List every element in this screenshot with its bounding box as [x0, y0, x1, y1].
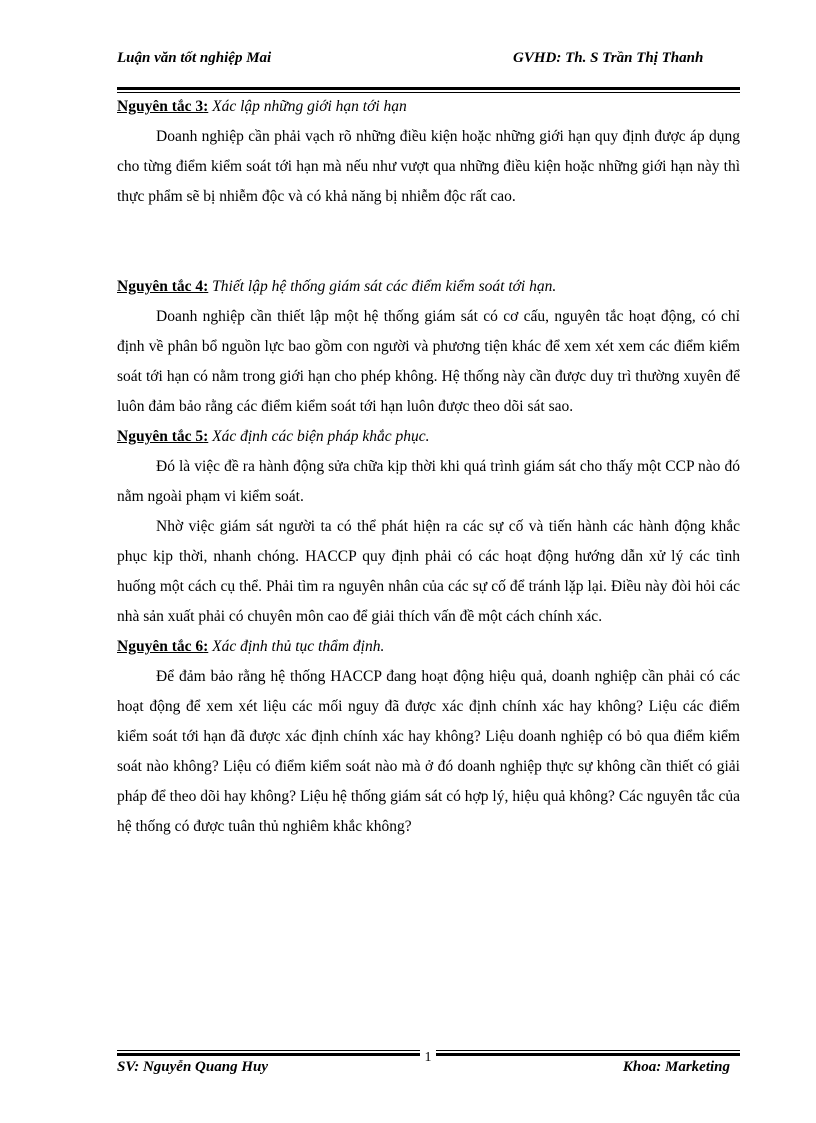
header-rule-thick [117, 87, 740, 90]
section-heading: Nguyên tắc 6: Xác định thủ tục thẩm định. [117, 638, 385, 655]
section-label: Nguyên tắc 5 [117, 428, 204, 445]
paragraph: Doanh nghiệp cần thiết lập một hệ thống giám sát có cơ cấu, nguyên tắc hoạt động, có chỉ định về phân bổ nguồn lực bao gồm con người và phương tiện khác để xem xét xem các điểm kiểm soát tới hạn có nằm trong giới hạn cho phép không. Hệ thống này cần được duy trì thường xuyên để luôn đảm bảo rằng các điểm kiểm soát tới hạn luôn được theo dõi sát sao. [117, 308, 740, 415]
section-label: Nguyên tắc 6 [117, 638, 204, 655]
section-title: Xác định thủ tục thẩm định. [212, 638, 385, 655]
section-label: Nguyên tắc 3 [117, 98, 204, 115]
section-heading: Nguyên tắc 4: Thiết lập hệ thống giám sát các điểm kiểm soát tới hạn. [117, 278, 557, 295]
section-label: Nguyên tắc 4 [117, 278, 204, 295]
document-body [117, 92, 740, 842]
paragraph: Để đảm bảo rằng hệ thống HACCP đang hoạt động hiệu quả, doanh nghiệp cần phải có các hoạt động để xem xét liệu các mối nguy đã được xác định chính xác hay không? Liệu các điểm kiểm soát tới hạn đã được xác định chính xác hay không? Liệu doanh nghiệp có bỏ qua điểm kiểm soát nào không? Liệu có điểm kiểm soát nào mà ở đó doanh nghiệp thực sự không cần thiết có giải pháp để theo dõi hay không? Liệu hệ thống giám sát có hợp lý, hiệu quả không? Các nguyên tắc của hệ thống có được tuân thủ nghiêm khắc không? [117, 668, 740, 835]
section-title: Thiết lập hệ thống giám sát các điểm kiểm soát tới hạn. [212, 278, 557, 295]
header-thesis-title: Luận văn tốt nghiệp Mai [117, 50, 272, 66]
footer-student: SV: Nguyễn Quang Huy [117, 1059, 268, 1075]
header-advisor: GVHD: Th. S Trần Thị Thanh [513, 50, 704, 66]
blank-space [117, 212, 740, 272]
paragraph: Doanh nghiệp cần phải vạch rõ những điều kiện hoặc những giới hạn quy định được áp dụng cho từng điểm kiểm soát tới hạn mà nếu như vượt qua những điều kiện hoặc những giới hạn này thì thực phẩm sẽ bị nhiễm độc và có khả năng bị nhiễm độc rất cao. [117, 128, 740, 205]
section-title: Xác lập những giới hạn tới hạn [212, 98, 407, 115]
section-heading: Nguyên tắc 3: Xác lập những giới hạn tới hạn [117, 98, 407, 115]
section-title: Xác định các biện pháp khắc phục. [212, 428, 430, 445]
page-number: 1 [420, 1050, 436, 1066]
paragraph: Nhờ việc giám sát người ta có thể phát hiện ra các sự cố và tiến hành các hành động khắc phục kịp thời, nhanh chóng. HACCP quy định phải có các hoạt động hướng dẫn xử lý các tình huống một cách cụ thể. Phải tìm ra nguyên nhân của các sự cố để tránh lặp lại. Điều này đòi hỏi các nhà sản xuất phải có chuyên môn cao để giải thích vấn đề một cách chính xác. [117, 518, 740, 625]
section-heading: Nguyên tắc 5: Xác định các biện pháp khắc phục. [117, 428, 430, 445]
footer-faculty: Khoa: Marketing [622, 1059, 730, 1075]
paragraph: Đó là việc đề ra hành động sửa chữa kịp thời khi quá trình giám sát cho thấy một CCP nào đó nằm ngoài phạm vi kiểm soát. [117, 458, 740, 505]
